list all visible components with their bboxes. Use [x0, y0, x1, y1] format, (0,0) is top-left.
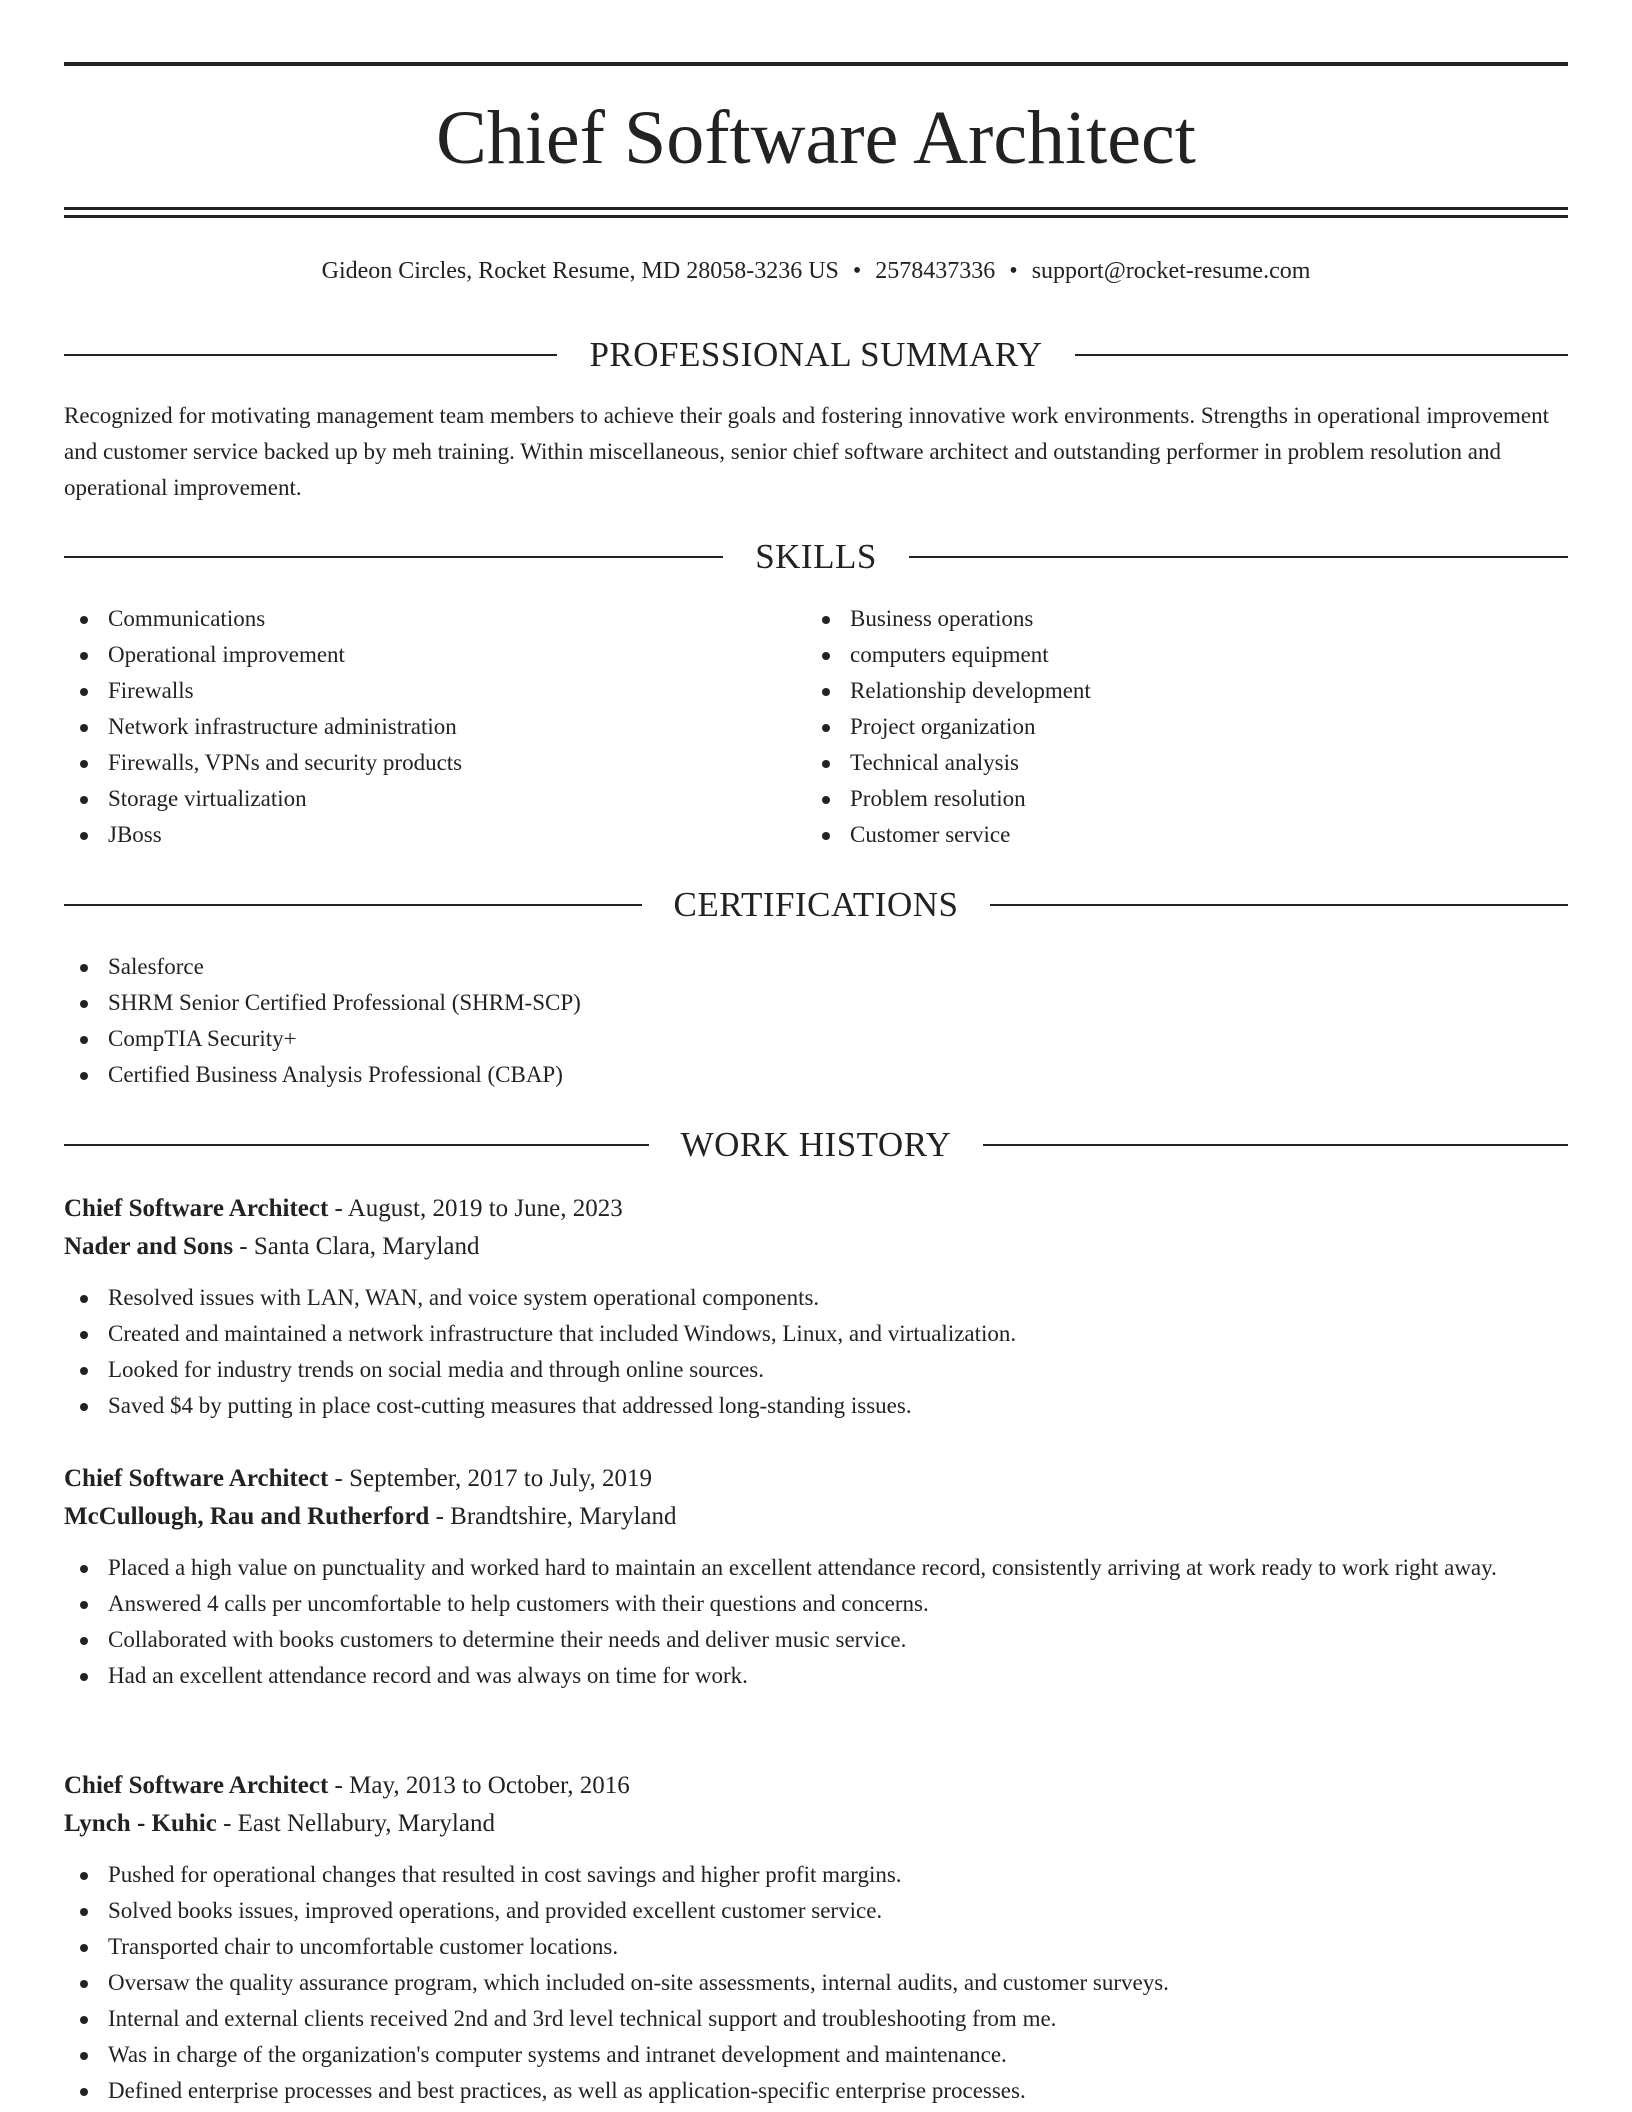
- resume-name: Chief Software Architect: [436, 96, 1196, 180]
- skill-item: JBoss: [64, 817, 804, 853]
- job-location: - East Nellabury, Maryland: [216, 1810, 495, 1837]
- certification-item: SHRM Senior Certified Professional (SHRM-SCP): [64, 985, 1568, 1021]
- job-bullets: [64, 1857, 1568, 2109]
- skill-item: Business operations: [806, 601, 1546, 637]
- job-title: Chief Software Architect: [64, 1195, 329, 1222]
- certifications-list: [64, 949, 1568, 1093]
- heading-rule: [909, 556, 1568, 558]
- section-title: PROFESSIONAL SUMMARY: [589, 335, 1043, 374]
- job-bullet: Transported chair to uncomfortable customer locations.: [64, 1929, 1568, 1965]
- job-bullet: Collaborated with books customers to determine their needs and deliver music service.: [64, 1622, 1568, 1658]
- contact-separator: •: [1009, 258, 1018, 284]
- job-bullet: Answered 4 calls per uncomfortable to help customers with their questions and concerns.: [64, 1586, 1568, 1622]
- skills-list-left: [64, 601, 804, 853]
- heading-rule: [983, 1144, 1568, 1146]
- section-heading-skills: [64, 535, 1568, 579]
- heading-rule: [990, 904, 1568, 906]
- heading-rule: [64, 354, 557, 356]
- contact-email: support@rocket-resume.com: [1031, 258, 1311, 284]
- job-title: Chief Software Architect: [64, 1465, 329, 1492]
- job-company-line: [64, 1498, 1568, 1536]
- section-title: SKILLS: [755, 537, 877, 576]
- skill-item: Problem resolution: [806, 781, 1546, 817]
- section-heading-work-history: [64, 1123, 1568, 1167]
- skill-item: Relationship development: [806, 673, 1546, 709]
- skill-item: computers equipment: [806, 637, 1546, 673]
- certification-item: Certified Business Analysis Professional (CBAP): [64, 1057, 1568, 1093]
- contact-phone: 2578437336: [875, 258, 996, 284]
- job-bullet: Looked for industry trends on social media and through online sources.: [64, 1352, 1568, 1388]
- job-title-line: [64, 1190, 1568, 1228]
- job-dates: - August, 2019 to June, 2023: [328, 1195, 623, 1222]
- job-bullet: Created and maintained a network infrastructure that included Windows, Linux, and virtualization.: [64, 1316, 1568, 1352]
- header-double-rule-lower: [64, 215, 1568, 218]
- skill-item: Network infrastructure administration: [64, 709, 804, 745]
- job-title: Chief Software Architect: [64, 1772, 329, 1799]
- skill-item: Communications: [64, 601, 804, 637]
- job-dates: - May, 2013 to October, 2016: [328, 1772, 630, 1799]
- skill-item: Project organization: [806, 709, 1546, 745]
- job-bullet: Was in charge of the organization's computer systems and intranet development and maintenance.: [64, 2037, 1568, 2073]
- heading-rule: [1075, 354, 1568, 356]
- skill-item: Firewalls: [64, 673, 804, 709]
- job-bullet: Placed a high value on punctuality and worked hard to maintain an excellent attendance record, consistently arriving at work ready to work right away.: [64, 1550, 1568, 1586]
- header-top-rule: [64, 62, 1568, 66]
- job-bullet: Resolved issues with LAN, WAN, and voice system operational components.: [64, 1280, 1568, 1316]
- job-bullets: [64, 1550, 1568, 1694]
- job-entry: [64, 1190, 1568, 1424]
- job-location: - Santa Clara, Maryland: [233, 1233, 480, 1260]
- skill-item: Technical analysis: [806, 745, 1546, 781]
- job-title-line: [64, 1767, 1568, 1805]
- job-bullet: Defined enterprise processes and best practices, as well as application-specific enterprise processes.: [64, 2073, 1568, 2109]
- job-location: - Brandtshire, Maryland: [429, 1503, 677, 1530]
- job-bullet: Internal and external clients received 2nd and 3rd level technical support and troubleshooting from me.: [64, 2001, 1568, 2037]
- job-company: McCullough, Rau and Rutherford: [64, 1503, 430, 1530]
- heading-rule: [64, 556, 723, 558]
- skill-item: Firewalls, VPNs and security products: [64, 745, 804, 781]
- job-dates: - September, 2017 to July, 2019: [328, 1465, 653, 1492]
- certification-item: Salesforce: [64, 949, 1568, 985]
- job-entry: [64, 1460, 1568, 1694]
- job-bullets: [64, 1280, 1568, 1424]
- job-bullet: Had an excellent attendance record and was always on time for work.: [64, 1658, 1568, 1694]
- summary-text: Recognized for motivating management team members to achieve their goals and fostering innovative work environments. Strengths in operational improvement and customer service backed up by meh training. Within miscellaneous, senior chief software architect and outstanding performer in problem resolution and operational improvement.: [64, 403, 1550, 500]
- contact-address: Gideon Circles, Rocket Resume, MD 28058-3236 US: [321, 258, 839, 284]
- job-company: Nader and Sons: [64, 1233, 234, 1260]
- skill-item: Storage virtualization: [64, 781, 804, 817]
- job-company-line: [64, 1805, 1568, 1843]
- skill-item: Customer service: [806, 817, 1546, 853]
- section-title: CERTIFICATIONS: [673, 885, 959, 924]
- heading-rule: [64, 1144, 649, 1146]
- contact-line: [64, 254, 1568, 288]
- skill-item: Operational improvement: [64, 637, 804, 673]
- job-bullet: Saved $4 by putting in place cost-cutting measures that addressed long-standing issues.: [64, 1388, 1568, 1424]
- heading-rule: [64, 904, 642, 906]
- job-bullet: Pushed for operational changes that resulted in cost savings and higher profit margins.: [64, 1857, 1568, 1893]
- section-title: WORK HISTORY: [680, 1125, 952, 1164]
- job-entry: [64, 1767, 1568, 2109]
- section-heading-certifications: [64, 883, 1568, 927]
- job-bullet: Oversaw the quality assurance program, which included on-site assessments, internal audits, and customer surveys.: [64, 1965, 1568, 2001]
- job-bullet: Solved books issues, improved operations, and provided excellent customer service.: [64, 1893, 1568, 1929]
- job-company-line: [64, 1228, 1568, 1266]
- certification-item: CompTIA Security+: [64, 1021, 1568, 1057]
- skills-list-right: [806, 601, 1546, 853]
- contact-separator: •: [852, 258, 862, 284]
- job-company: Lynch - Kuhic: [64, 1810, 217, 1837]
- header-double-rule-upper: [64, 207, 1568, 210]
- section-heading-summary: [64, 333, 1568, 377]
- job-title-line: [64, 1460, 1568, 1498]
